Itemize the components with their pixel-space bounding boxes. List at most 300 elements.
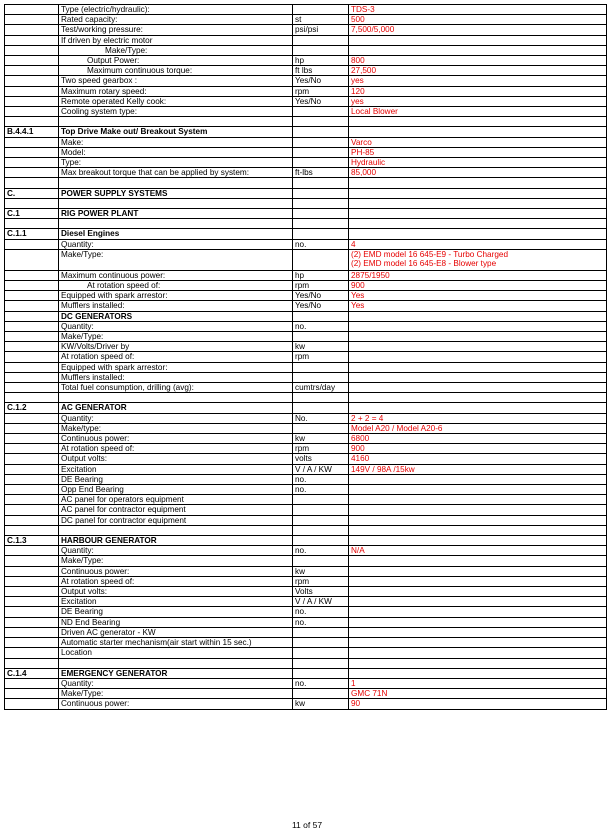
table-row: [5, 638, 607, 648]
value-cell: [349, 597, 607, 607]
item-label-cell: If driven by electric motor: [59, 35, 293, 45]
table-row: [5, 239, 607, 249]
item-label-cell: Make/Type:: [59, 332, 293, 342]
section-code-cell: [5, 495, 59, 505]
table-row: [5, 76, 607, 86]
value-cell: [349, 556, 607, 566]
unit-cell: [293, 495, 349, 505]
table-row: [5, 352, 607, 362]
value-cell: [349, 198, 607, 208]
unit-cell: [293, 332, 349, 342]
value-cell: [349, 321, 607, 331]
unit-cell: [293, 137, 349, 147]
unit-cell: no.: [293, 321, 349, 331]
table-row: [5, 66, 607, 76]
value-cell: [349, 219, 607, 229]
item-label-cell: Cooling system type:: [59, 107, 293, 117]
item-label-cell: POWER SUPPLY SYSTEMS: [59, 188, 293, 198]
unit-cell: Yes/No: [293, 291, 349, 301]
unit-cell: psi/psi: [293, 25, 349, 35]
section-code-cell: C.1.3: [5, 536, 59, 546]
unit-cell: no.: [293, 474, 349, 484]
section-code-cell: [5, 556, 59, 566]
item-label-cell: [59, 219, 293, 229]
item-label-cell: Excitation: [59, 597, 293, 607]
table-row: [5, 249, 607, 270]
section-code-cell: B.4.4.1: [5, 127, 59, 137]
section-code-cell: [5, 158, 59, 168]
item-label-cell: Maximum continuous torque:: [59, 66, 293, 76]
unit-cell: no.: [293, 546, 349, 556]
section-code-cell: [5, 587, 59, 597]
section-code-cell: [5, 332, 59, 342]
item-label-cell: Max breakout torque that can be applied by system:: [59, 168, 293, 178]
section-code-cell: [5, 525, 59, 535]
value-cell: [349, 362, 607, 372]
item-label-cell: Quantity:: [59, 239, 293, 249]
value-line: (2) EMD model 16 645-E8 - Blower type: [351, 259, 497, 269]
specification-table: [4, 4, 607, 710]
section-heading-row: [5, 127, 607, 137]
value-cell: 500: [349, 15, 607, 25]
unit-cell: rpm: [293, 352, 349, 362]
unit-cell: [293, 311, 349, 321]
table-row: [5, 464, 607, 474]
section-code-cell: [5, 413, 59, 423]
table-row: [5, 617, 607, 627]
unit-cell: hp: [293, 56, 349, 66]
value-cell: [349, 342, 607, 352]
section-code-cell: [5, 617, 59, 627]
table-row: [5, 281, 607, 291]
unit-cell: kw: [293, 434, 349, 444]
value-cell: [349, 607, 607, 617]
section-code-cell: [5, 5, 59, 15]
section-code-cell: [5, 383, 59, 393]
blank-row: [5, 219, 607, 229]
item-label-cell: ND End Bearing: [59, 617, 293, 627]
table-row: [5, 474, 607, 484]
section-code-cell: [5, 239, 59, 249]
value-cell: 27,500: [349, 66, 607, 76]
item-label-cell: [59, 198, 293, 208]
table-row: [5, 689, 607, 699]
value-cell: 900: [349, 444, 607, 454]
item-label-cell: Excitation: [59, 464, 293, 474]
item-label-cell: AC GENERATOR: [59, 403, 293, 413]
section-code-cell: [5, 25, 59, 35]
item-label-cell: Continuous power:: [59, 566, 293, 576]
value-line: (2) EMD model 16 645-E9 - Turbo Charged: [351, 249, 509, 259]
table-row: [5, 546, 607, 556]
section-code-cell: [5, 597, 59, 607]
unit-cell: [293, 158, 349, 168]
section-code-cell: [5, 291, 59, 301]
item-label-cell: Top Drive Make out/ Breakout System: [59, 127, 293, 137]
value-cell: [349, 525, 607, 535]
item-label-cell: Total fuel consumption, drilling (avg):: [59, 383, 293, 393]
table-row: [5, 413, 607, 423]
item-label-cell: Test/working pressure:: [59, 25, 293, 35]
unit-cell: Yes/No: [293, 96, 349, 106]
value-cell: 800: [349, 56, 607, 66]
blank-row: [5, 117, 607, 127]
unit-cell: hp: [293, 270, 349, 280]
unit-cell: V / A / KW: [293, 464, 349, 474]
unit-cell: [293, 372, 349, 382]
value-cell: [349, 485, 607, 495]
value-cell: Yes: [349, 301, 607, 311]
item-label-cell: [59, 658, 293, 668]
item-label-cell: Diesel Engines: [59, 229, 293, 239]
section-code-cell: [5, 454, 59, 464]
item-label-cell: DE Bearing: [59, 474, 293, 484]
section-code-cell: [5, 474, 59, 484]
item-label-cell: AC panel for operators equipment: [59, 495, 293, 505]
item-label-cell: At rotation speed of:: [59, 444, 293, 454]
section-code-cell: C.1: [5, 209, 59, 219]
section-code-cell: [5, 66, 59, 76]
value-cell: [349, 587, 607, 597]
section-code-cell: [5, 86, 59, 96]
table-row: [5, 485, 607, 495]
unit-cell: [293, 627, 349, 637]
value-cell: [349, 35, 607, 45]
table-row: [5, 332, 607, 342]
value-cell: [349, 383, 607, 393]
section-code-cell: [5, 168, 59, 178]
item-label-cell: At rotation speed of:: [59, 281, 293, 291]
value-cell: [349, 576, 607, 586]
table-row: [5, 566, 607, 576]
blank-row: [5, 658, 607, 668]
unit-cell: no.: [293, 678, 349, 688]
item-label-cell: Quantity:: [59, 678, 293, 688]
unit-cell: rpm: [293, 444, 349, 454]
table-row: [5, 107, 607, 117]
section-heading-row: [5, 311, 607, 321]
unit-cell: [293, 178, 349, 188]
unit-cell: rpm: [293, 86, 349, 96]
section-code-cell: [5, 444, 59, 454]
value-cell: [349, 393, 607, 403]
table-row: [5, 495, 607, 505]
section-code-cell: [5, 137, 59, 147]
unit-cell: kw: [293, 342, 349, 352]
item-label-cell: Remote operated Kelly cook:: [59, 96, 293, 106]
unit-cell: [293, 648, 349, 658]
unit-cell: [293, 362, 349, 372]
table-row: [5, 15, 607, 25]
table-row: [5, 587, 607, 597]
unit-cell: [293, 556, 349, 566]
item-label-cell: Quantity:: [59, 321, 293, 331]
unit-cell: [293, 147, 349, 157]
item-label-cell: [59, 117, 293, 127]
section-code-cell: [5, 362, 59, 372]
value-cell: 85,000: [349, 168, 607, 178]
unit-cell: [293, 668, 349, 678]
unit-cell: [293, 505, 349, 515]
section-heading-row: [5, 536, 607, 546]
value-cell: [349, 536, 607, 546]
unit-cell: cumtrs/day: [293, 383, 349, 393]
table-row: [5, 96, 607, 106]
item-label-cell: AC panel for contractor equipment: [59, 505, 293, 515]
unit-cell: [293, 45, 349, 55]
value-cell: [349, 311, 607, 321]
table-row: [5, 444, 607, 454]
table-row: [5, 515, 607, 525]
section-code-cell: [5, 352, 59, 362]
unit-cell: Volts: [293, 587, 349, 597]
section-code-cell: [5, 45, 59, 55]
table-row: [5, 270, 607, 280]
item-label-cell: Output volts:: [59, 454, 293, 464]
value-cell: 2875/1950: [349, 270, 607, 280]
table-row: [5, 597, 607, 607]
section-heading-row: [5, 209, 607, 219]
value-cell: 6800: [349, 434, 607, 444]
item-label-cell: [59, 393, 293, 403]
value-cell: [349, 658, 607, 668]
unit-cell: [293, 35, 349, 45]
value-cell: GMC 71N: [349, 689, 607, 699]
section-code-cell: [5, 96, 59, 106]
section-code-cell: C.1.1: [5, 229, 59, 239]
table-row: [5, 321, 607, 331]
unit-cell: [293, 525, 349, 535]
table-row: [5, 45, 607, 55]
item-label-cell: Make/Type:: [59, 689, 293, 699]
value-cell: 7,500/5,000: [349, 25, 607, 35]
unit-cell: [293, 249, 349, 270]
item-label-cell: At rotation speed of:: [59, 352, 293, 362]
unit-cell: no.: [293, 617, 349, 627]
unit-cell: Yes/No: [293, 301, 349, 311]
spec-sheet: [4, 4, 606, 710]
table-row: [5, 454, 607, 464]
table-row: [5, 556, 607, 566]
value-cell: N/A: [349, 546, 607, 556]
item-label-cell: Make/Type:: [59, 45, 293, 55]
value-cell: [349, 403, 607, 413]
section-code-cell: [5, 393, 59, 403]
value-cell: [349, 617, 607, 627]
item-label-cell: Type (electric/hydraulic):: [59, 5, 293, 15]
unit-cell: [293, 107, 349, 117]
table-row: [5, 383, 607, 393]
section-code-cell: [5, 147, 59, 157]
value-cell: [349, 515, 607, 525]
item-label-cell: HARBOUR GENERATOR: [59, 536, 293, 546]
value-cell: [349, 332, 607, 342]
item-label-cell: Quantity:: [59, 546, 293, 556]
item-label-cell: Two speed gearbox :: [59, 76, 293, 86]
table-row: [5, 648, 607, 658]
section-code-cell: [5, 576, 59, 586]
unit-cell: ft lbs: [293, 66, 349, 76]
item-label-cell: Mufflers installed:: [59, 372, 293, 382]
value-cell: 900: [349, 281, 607, 291]
table-row: [5, 423, 607, 433]
unit-cell: [293, 536, 349, 546]
section-code-cell: [5, 658, 59, 668]
value-cell: yes: [349, 76, 607, 86]
table-row: [5, 576, 607, 586]
item-label-cell: Output Power:: [59, 56, 293, 66]
item-label-cell: EMERGENCY GENERATOR: [59, 668, 293, 678]
value-cell: [349, 209, 607, 219]
value-cell: [349, 127, 607, 137]
value-cell: [349, 648, 607, 658]
item-label-cell: [59, 178, 293, 188]
table-row: [5, 137, 607, 147]
table-row: [5, 147, 607, 157]
table-row: [5, 505, 607, 515]
value-cell: [349, 229, 607, 239]
section-code-cell: [5, 464, 59, 474]
item-label-cell: DC GENERATORS: [59, 311, 293, 321]
unit-cell: no.: [293, 239, 349, 249]
value-cell: 4160: [349, 454, 607, 464]
table-row: [5, 362, 607, 372]
item-label-cell: Model:: [59, 147, 293, 157]
value-cell: 4: [349, 239, 607, 249]
item-label-cell: Driven AC generator - KW: [59, 627, 293, 637]
item-label-cell: Make/type:: [59, 423, 293, 433]
unit-cell: rpm: [293, 281, 349, 291]
item-label-cell: At rotation speed of:: [59, 576, 293, 586]
item-label-cell: Maximum rotary speed:: [59, 86, 293, 96]
section-code-cell: [5, 281, 59, 291]
item-label-cell: Automatic starter mechanism(air start within 15 sec.): [59, 638, 293, 648]
table-row: [5, 291, 607, 301]
value-cell: 120: [349, 86, 607, 96]
value-cell: Yes: [349, 291, 607, 301]
blank-row: [5, 393, 607, 403]
item-label-cell: Equipped with spark arrestor:: [59, 362, 293, 372]
item-label-cell: Continuous power:: [59, 434, 293, 444]
unit-cell: [293, 188, 349, 198]
value-cell: Varco: [349, 137, 607, 147]
value-cell: PH-85: [349, 147, 607, 157]
value-cell: [349, 668, 607, 678]
unit-cell: volts: [293, 454, 349, 464]
section-code-cell: [5, 219, 59, 229]
unit-cell: kw: [293, 566, 349, 576]
value-cell: [349, 627, 607, 637]
section-code-cell: [5, 342, 59, 352]
section-code-cell: C.1.4: [5, 668, 59, 678]
table-row: [5, 372, 607, 382]
item-label-cell: Make/Type:: [59, 249, 293, 270]
value-cell: Local Blower: [349, 107, 607, 117]
unit-cell: no.: [293, 607, 349, 617]
item-label-cell: Rated capacity:: [59, 15, 293, 25]
item-label-cell: Mufflers installed:: [59, 301, 293, 311]
page-number: 11 of 57: [291, 820, 323, 830]
blank-row: [5, 198, 607, 208]
unit-cell: V / A / KW: [293, 597, 349, 607]
unit-cell: ft-lbs: [293, 168, 349, 178]
section-code-cell: [5, 423, 59, 433]
unit-cell: No.: [293, 413, 349, 423]
item-label-cell: Equipped with spark arrestor:: [59, 291, 293, 301]
section-code-cell: [5, 699, 59, 709]
section-code-cell: [5, 117, 59, 127]
table-row: [5, 627, 607, 637]
item-label-cell: Type:: [59, 158, 293, 168]
section-code-cell: [5, 198, 59, 208]
item-label-cell: KW/Volts/Driver by: [59, 342, 293, 352]
section-code-cell: [5, 35, 59, 45]
section-heading-row: [5, 229, 607, 239]
item-label-cell: Maximum continuous power:: [59, 270, 293, 280]
unit-cell: Yes/No: [293, 76, 349, 86]
item-label-cell: DC panel for contractor equipment: [59, 515, 293, 525]
value-cell: 149V / 98A /15kw: [349, 464, 607, 474]
section-code-cell: [5, 178, 59, 188]
value-cell: Model A20 / Model A20-6: [349, 423, 607, 433]
section-code-cell: C.1.2: [5, 403, 59, 413]
value-cell: [349, 45, 607, 55]
value-cell: [349, 495, 607, 505]
section-code-cell: [5, 566, 59, 576]
table-row: [5, 86, 607, 96]
value-cell: yes: [349, 96, 607, 106]
section-code-cell: [5, 107, 59, 117]
item-label-cell: Output volts:: [59, 587, 293, 597]
unit-cell: [293, 423, 349, 433]
value-cell: TDS-3: [349, 5, 607, 15]
table-row: [5, 5, 607, 15]
value-cell: [349, 352, 607, 362]
table-row: [5, 35, 607, 45]
value-cell: [349, 117, 607, 127]
value-cell: [349, 372, 607, 382]
item-label-cell: Opp End Bearing: [59, 485, 293, 495]
section-code-cell: [5, 627, 59, 637]
table-row: [5, 678, 607, 688]
section-code-cell: [5, 638, 59, 648]
value-cell: [349, 505, 607, 515]
value-cell: [349, 638, 607, 648]
table-row: [5, 25, 607, 35]
unit-cell: [293, 127, 349, 137]
item-label-cell: Make:: [59, 137, 293, 147]
unit-cell: [293, 117, 349, 127]
section-code-cell: [5, 434, 59, 444]
unit-cell: [293, 515, 349, 525]
item-label-cell: [59, 525, 293, 535]
unit-cell: rpm: [293, 576, 349, 586]
section-code-cell: [5, 485, 59, 495]
section-code-cell: [5, 270, 59, 280]
value-cell: [349, 249, 607, 270]
value-cell: 2 + 2 = 4: [349, 413, 607, 423]
section-code-cell: [5, 678, 59, 688]
table-row: [5, 168, 607, 178]
value-cell: 1: [349, 678, 607, 688]
unit-cell: [293, 403, 349, 413]
section-code-cell: C.: [5, 188, 59, 198]
table-row: [5, 434, 607, 444]
section-code-cell: [5, 76, 59, 86]
section-code-cell: [5, 15, 59, 25]
item-label-cell: RIG POWER PLANT: [59, 209, 293, 219]
value-cell: Hydraulic: [349, 158, 607, 168]
